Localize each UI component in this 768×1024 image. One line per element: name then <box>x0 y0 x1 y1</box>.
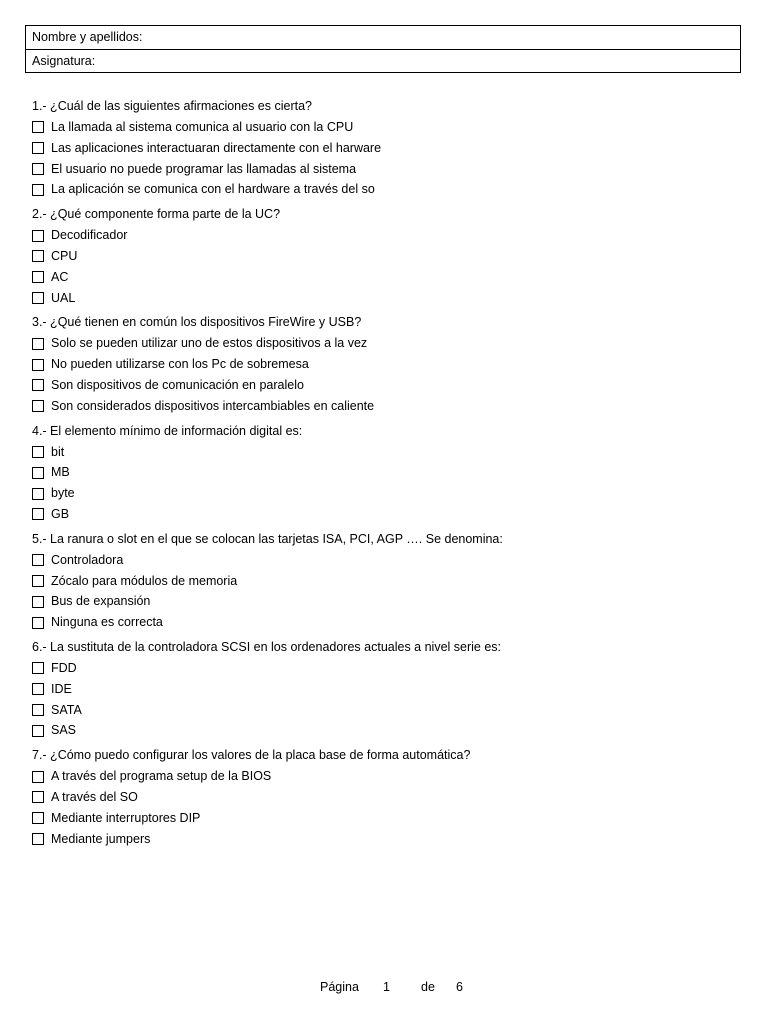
checkbox[interactable] <box>32 488 44 500</box>
answer-option[interactable] <box>32 333 732 354</box>
question-7 <box>32 745 732 849</box>
question-text: 4.- El elemento mínimo de información digital es: <box>32 423 303 438</box>
option-label: A través del SO <box>51 789 138 804</box>
answer-option[interactable] <box>32 829 732 850</box>
question-text: 5.- La ranura o slot en el que se colocan las tarjetas ISA, PCI, AGP …. Se denomina: <box>32 531 503 546</box>
checkbox[interactable] <box>32 271 44 283</box>
answer-option[interactable] <box>32 442 732 463</box>
option-label: Mediante interruptores DIP <box>51 810 201 825</box>
option-label: SATA <box>51 702 82 717</box>
question-text: 7.- ¿Cómo puedo configurar los valores de la placa base de forma automática? <box>32 748 471 763</box>
answer-option[interactable] <box>32 354 732 375</box>
option-label: Ninguna es correcta <box>51 615 163 630</box>
question-text: 2.- ¿Qué componente forma parte de la UC? <box>32 207 281 222</box>
answer-option[interactable] <box>32 720 732 741</box>
total-pages: 6 <box>456 980 463 994</box>
question-text: 6.- La sustituta de la controladora SCSI en los ordenadores actuales a nivel serie es: <box>32 639 502 654</box>
question-6 <box>32 637 732 741</box>
checkbox[interactable] <box>32 575 44 587</box>
checkbox[interactable] <box>32 359 44 371</box>
checkbox[interactable] <box>32 446 44 458</box>
question-4 <box>32 421 732 525</box>
checkbox[interactable] <box>32 250 44 262</box>
answer-option[interactable] <box>32 138 732 159</box>
checkbox[interactable] <box>32 400 44 412</box>
option-label: Bus de expansión <box>51 594 151 609</box>
checkbox[interactable] <box>32 704 44 716</box>
answer-option[interactable] <box>32 375 732 396</box>
answer-option[interactable] <box>32 179 732 200</box>
question-1 <box>32 96 732 200</box>
checkbox[interactable] <box>32 230 44 242</box>
name-field[interactable] <box>26 26 740 49</box>
option-label: Son considerados dispositivos intercambiables en caliente <box>51 398 375 413</box>
checkbox[interactable] <box>32 771 44 783</box>
option-label: GB <box>51 506 70 521</box>
option-label: Las aplicaciones interactuaran directamente con el harware <box>51 140 382 155</box>
answer-option[interactable] <box>32 504 732 525</box>
answer-option[interactable] <box>32 700 732 721</box>
question-5 <box>32 529 732 633</box>
option-label: No pueden utilizarse con los Pc de sobremesa <box>51 357 309 372</box>
option-label: Controladora <box>51 552 124 567</box>
checkbox[interactable] <box>32 833 44 845</box>
question-text: 3.- ¿Qué tienen en común los dispositivos FireWire y USB? <box>32 315 362 330</box>
checkbox[interactable] <box>32 725 44 737</box>
option-label: CPU <box>51 248 78 263</box>
question-text: 1.- ¿Cuál de las siguientes afirmaciones es cierta? <box>32 99 312 113</box>
option-label: SAS <box>51 723 77 738</box>
checkbox[interactable] <box>32 683 44 695</box>
page-label: Página <box>320 980 359 994</box>
checkbox[interactable] <box>32 379 44 391</box>
checkbox[interactable] <box>32 163 44 175</box>
checkbox[interactable] <box>32 121 44 133</box>
option-label: Zócalo para módulos de memoria <box>51 573 238 588</box>
option-label: MB <box>51 465 70 480</box>
student-info-box <box>25 25 741 73</box>
subject-field[interactable] <box>26 49 740 72</box>
answer-option[interactable] <box>32 679 732 700</box>
checkbox[interactable] <box>32 662 44 674</box>
option-label: Mediante jumpers <box>51 831 151 846</box>
answer-option[interactable] <box>32 288 732 309</box>
option-label: IDE <box>51 681 72 696</box>
page-number: 1 <box>383 980 390 994</box>
question-2 <box>32 204 732 308</box>
option-label: Decodificador <box>51 228 128 243</box>
option-label: La llamada al sistema comunica al usuario con la CPU <box>51 120 354 134</box>
checkbox[interactable] <box>32 596 44 608</box>
answer-option[interactable] <box>32 612 732 633</box>
checkbox[interactable] <box>32 142 44 154</box>
checkbox[interactable] <box>32 812 44 824</box>
checkbox[interactable] <box>32 467 44 479</box>
checkbox[interactable] <box>32 617 44 629</box>
answer-option[interactable] <box>32 396 732 417</box>
answer-option[interactable] <box>32 267 732 288</box>
answer-option[interactable] <box>32 550 732 571</box>
quiz <box>32 96 732 849</box>
answer-option[interactable] <box>32 225 732 246</box>
name-label: Nombre y apellidos: <box>32 30 143 44</box>
option-label: A través del programa setup de la BIOS <box>51 769 272 784</box>
checkbox[interactable] <box>32 184 44 196</box>
checkbox[interactable] <box>32 338 44 350</box>
option-label: Solo se pueden utilizar uno de estos dispositivos a la vez <box>51 336 368 351</box>
answer-option[interactable] <box>32 571 732 592</box>
checkbox[interactable] <box>32 791 44 803</box>
option-label: UAL <box>51 290 76 305</box>
option-label: byte <box>51 486 75 501</box>
answer-option[interactable] <box>32 658 732 679</box>
answer-option[interactable] <box>32 808 732 829</box>
answer-option[interactable] <box>32 117 732 138</box>
answer-option[interactable] <box>32 462 732 483</box>
option-label: FDD <box>51 660 77 675</box>
answer-option[interactable] <box>32 159 732 180</box>
of-label: de <box>421 980 435 994</box>
checkbox[interactable] <box>32 508 44 520</box>
checkbox[interactable] <box>32 554 44 566</box>
page-footer <box>0 979 768 995</box>
option-label: AC <box>51 269 69 284</box>
subject-label: Asignatura: <box>32 54 96 68</box>
answer-option[interactable] <box>32 766 732 787</box>
answer-option[interactable] <box>32 246 732 267</box>
option-label: La aplicación se comunica con el hardware a través del so <box>51 182 375 197</box>
checkbox[interactable] <box>32 292 44 304</box>
option-label: bit <box>51 444 65 459</box>
option-label: Son dispositivos de comunicación en paralelo <box>51 377 304 392</box>
answer-option[interactable] <box>32 591 732 612</box>
question-3 <box>32 312 732 416</box>
option-label: El usuario no puede programar las llamadas al sistema <box>51 161 357 176</box>
answer-option[interactable] <box>32 787 732 808</box>
answer-option[interactable] <box>32 483 732 504</box>
